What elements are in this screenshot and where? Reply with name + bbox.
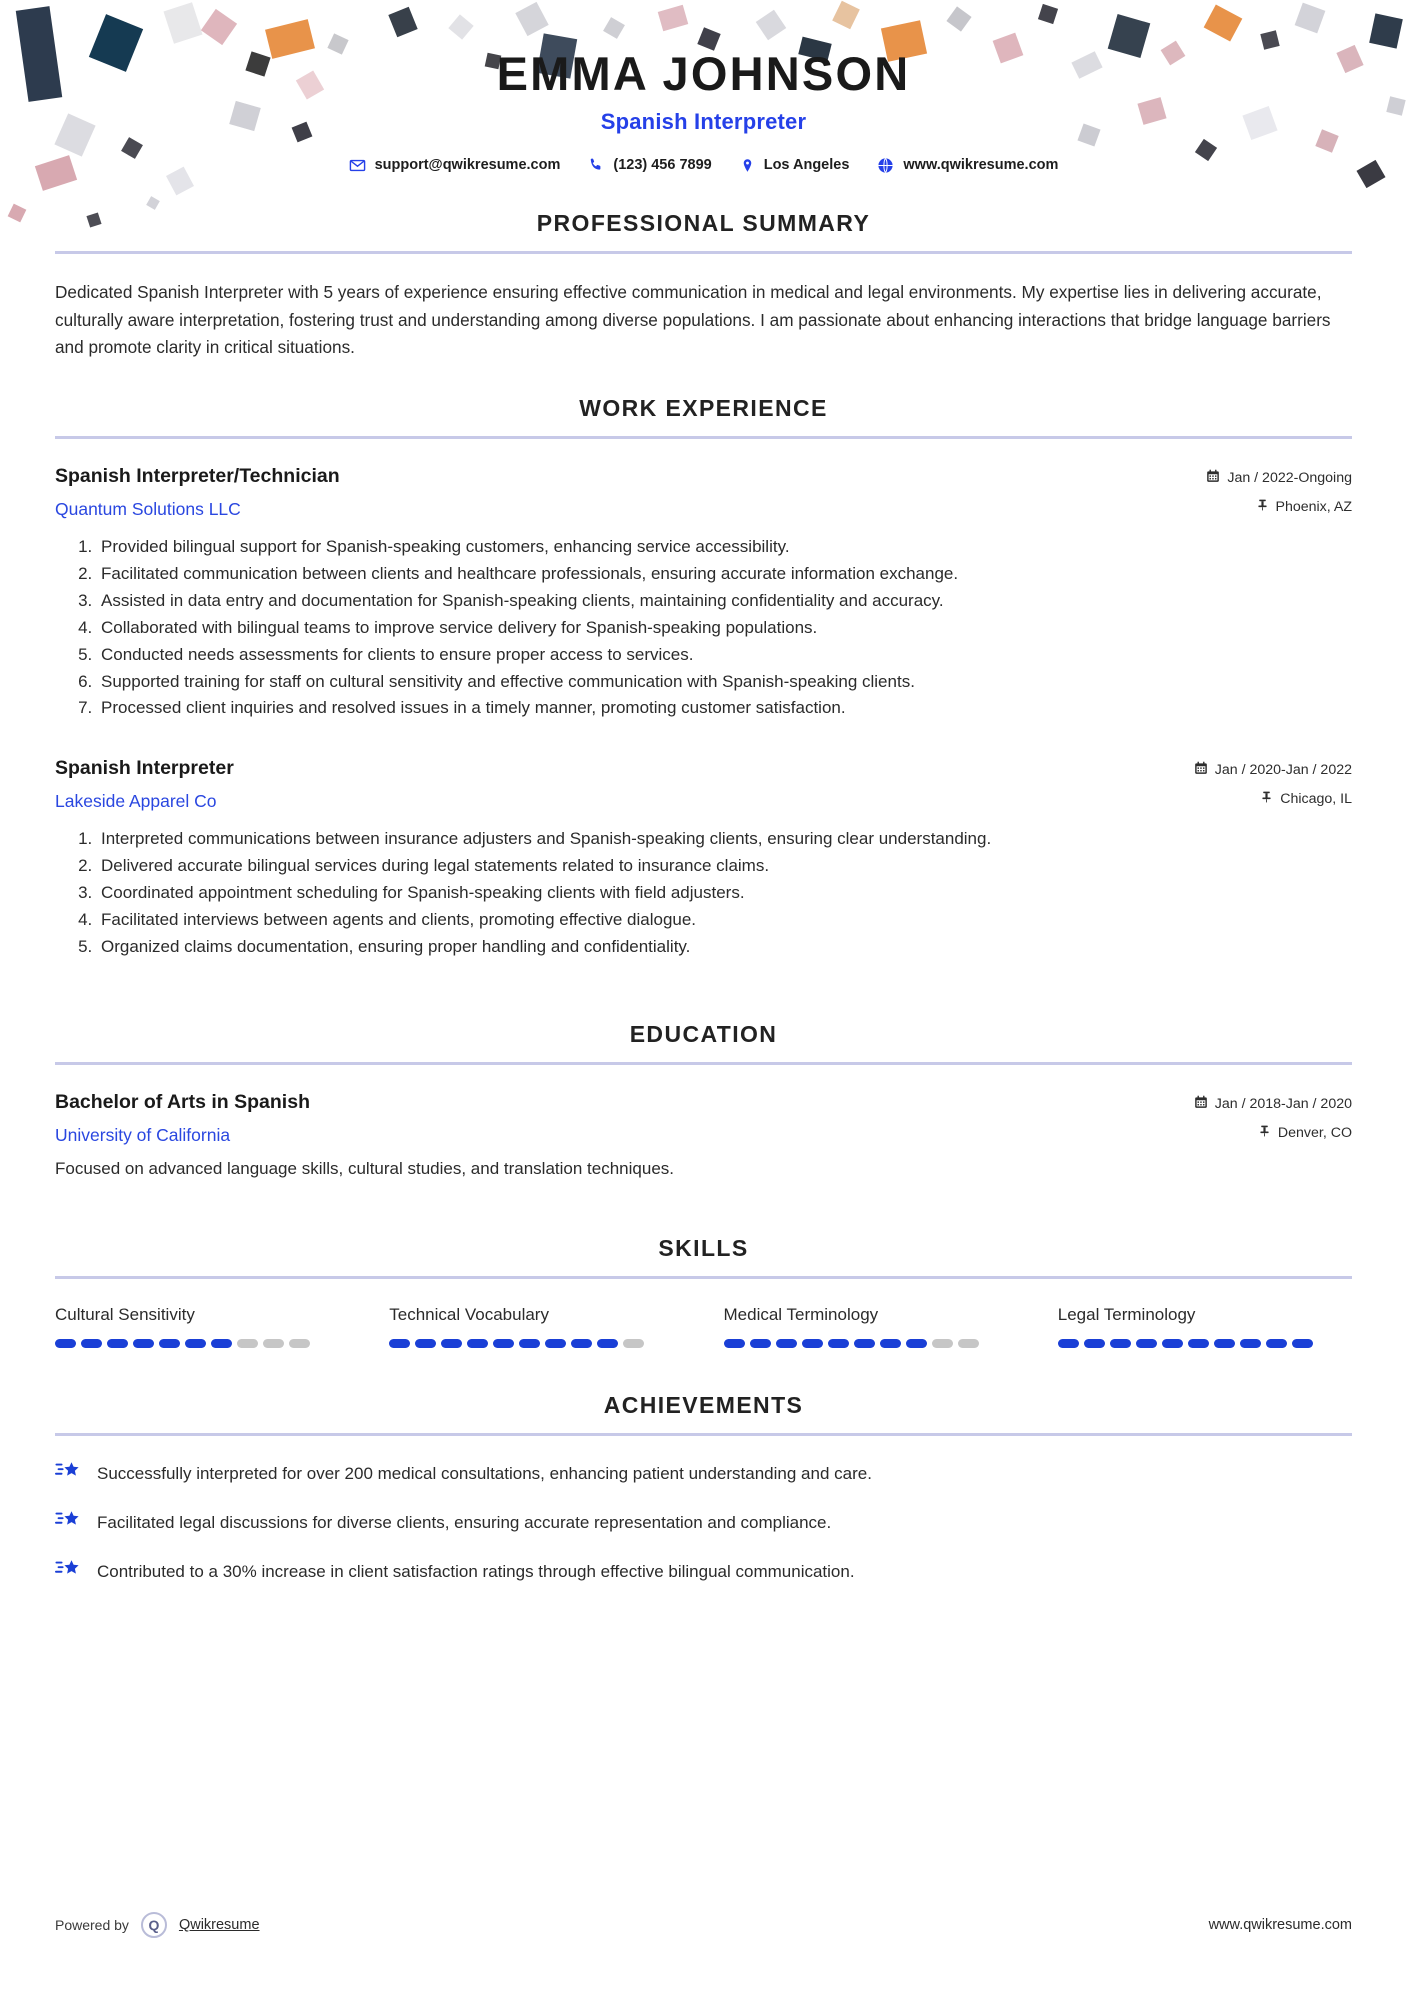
map-pin-icon [740, 157, 755, 174]
skill-pip [1162, 1339, 1183, 1348]
resume-footer [55, 1912, 1352, 1938]
education-note: Focused on advanced language skills, cultural studies, and translation techniques. [55, 1158, 674, 1178]
skills-grid [55, 1305, 1352, 1348]
skill-pip [932, 1339, 953, 1348]
shooting-star-icon [55, 1509, 81, 1538]
skill-rating-cultural-sensitivity [55, 1339, 349, 1348]
envelope-icon [349, 157, 366, 174]
skill-pip [724, 1339, 745, 1348]
skill-pip [441, 1339, 462, 1348]
contact-website[interactable] [863, 157, 1072, 174]
qwikresume-brand-link[interactable]: Qwikresume [178, 1917, 260, 1933]
powered-by-label: Powered by [55, 1917, 129, 1933]
skill-pip [854, 1339, 875, 1348]
achievement-text: Facilitated legal discussions for diverse clients, ensuring accurate representation and compliance. [97, 1512, 832, 1532]
shooting-star-icon [55, 1460, 81, 1489]
contact-website-value: www.qwikresume.com [903, 157, 1059, 174]
section-professional-summary [55, 210, 1352, 363]
skill-pip [519, 1339, 540, 1348]
calendar-icon [1194, 1095, 1208, 1113]
work-bullet: 5. Organized claims documentation, ensuring proper handling and confidentiality. [97, 934, 1352, 961]
skill-label: Legal Terminology [1057, 1304, 1196, 1324]
work-location-value: Chicago, IL [1280, 791, 1352, 808]
skill-pip [467, 1339, 488, 1348]
logo-letter: Q [148, 1917, 160, 1933]
work-location [1206, 498, 1352, 516]
skill-pip [211, 1339, 232, 1348]
section-work-experience [55, 395, 1352, 960]
skill-pip [1266, 1339, 1287, 1348]
powered-by-block [55, 1912, 260, 1938]
section-education [55, 1021, 1352, 1179]
skill-pip [880, 1339, 901, 1348]
skill-pip [828, 1339, 849, 1348]
skill-label: Technical Vocabulary [389, 1304, 549, 1324]
skill-pip [1292, 1339, 1313, 1348]
work-bullets [55, 826, 1352, 960]
achievement-text: Successfully interpreted for over 200 medical consultations, enhancing patient understanding and care. [97, 1463, 872, 1483]
skill-pip [1188, 1339, 1209, 1348]
work-entry [55, 757, 1352, 960]
skill-pip [571, 1339, 592, 1348]
work-bullet: 7. Processed client inquiries and resolved issues in a timely manner, promoting customer satisfaction. [97, 695, 1352, 722]
section-title-work: WORK EXPERIENCE [579, 395, 828, 422]
achievement-text: Contributed to a 30% increase in client satisfaction ratings through effective bilingual communication. [97, 1561, 855, 1581]
skill-pip [55, 1339, 76, 1348]
skill-pip [1110, 1339, 1131, 1348]
achievement-item [55, 1509, 1352, 1538]
work-date [1206, 469, 1352, 487]
work-date [1194, 761, 1352, 779]
contact-location [726, 157, 864, 174]
skill-item [724, 1305, 1018, 1348]
skill-pip [597, 1339, 618, 1348]
education-date-value: Jan / 2018-Jan / 2020 [1214, 1095, 1352, 1112]
contact-row [0, 157, 1407, 174]
summary-text: Dedicated Spanish Interpreter with 5 years of experience ensuring effective communication in medical and legal environments. My expertise lies in delivering accurate, culturally aware interpretation, fostering trust and understanding among diverse populations. I am passionate about enhancing interactions that bridge language barriers and promote clarity in critical situations. [55, 281, 1331, 358]
work-bullet: 1. Interpreted communications between insurance adjusters and Spanish-speaking clients, ensuring clear understanding. [97, 826, 1352, 853]
work-bullet: 3. Assisted in data entry and documentation for Spanish-speaking clients, maintaining confidentiality and accuracy. [97, 588, 1352, 615]
candidate-job-title: Spanish Interpreter [600, 108, 807, 134]
skill-pip [623, 1339, 644, 1348]
resume-body [0, 210, 1407, 1587]
work-bullets [55, 534, 1352, 722]
skill-pip [415, 1339, 436, 1348]
achievements-list [55, 1460, 1352, 1587]
skill-pip [776, 1339, 797, 1348]
work-date-value: Jan / 2020-Jan / 2022 [1214, 762, 1352, 779]
calendar-icon [1194, 761, 1208, 779]
contact-email-value: support@qwikresume.com [374, 157, 561, 174]
section-skills [55, 1235, 1352, 1348]
education-degree: Bachelor of Arts in Spanish [55, 1090, 310, 1113]
contact-phone-value: (123) 456 7899 [613, 157, 712, 174]
section-divider [55, 1433, 1352, 1436]
shooting-star-icon [55, 1558, 81, 1587]
work-role: Spanish Interpreter/Technician [55, 465, 340, 488]
education-location [1194, 1124, 1352, 1142]
work-bullet: 4. Facilitated interviews between agents and clients, promoting effective dialogue. [97, 907, 1352, 934]
skill-pip [133, 1339, 154, 1348]
section-achievements [55, 1392, 1352, 1587]
globe-icon [877, 157, 894, 174]
work-bullet: 3. Coordinated appointment scheduling for Spanish-speaking clients with field adjusters. [97, 880, 1352, 907]
skill-pip [1084, 1339, 1105, 1348]
work-bullet: 2. Facilitated communication between clients and healthcare professionals, ensuring accurate information exchange. [97, 561, 1352, 588]
skill-pip [493, 1339, 514, 1348]
section-title-skills: SKILLS [658, 1234, 749, 1261]
section-divider [55, 251, 1352, 254]
work-location [1194, 790, 1352, 808]
skill-pip [107, 1339, 128, 1348]
work-organization[interactable]: Lakeside Apparel Co [55, 791, 217, 812]
education-institution[interactable]: University of California [55, 1124, 231, 1145]
education-entry [55, 1091, 1352, 1179]
skill-pip [802, 1339, 823, 1348]
work-role: Spanish Interpreter [55, 757, 234, 780]
push-pin-icon [1260, 790, 1273, 808]
achievement-item [55, 1460, 1352, 1489]
skill-pip [1240, 1339, 1261, 1348]
skill-pip [545, 1339, 566, 1348]
skill-pip [1136, 1339, 1157, 1348]
skill-item [389, 1305, 683, 1348]
section-divider [55, 1062, 1352, 1065]
resume-header [0, 0, 1407, 174]
contact-email[interactable] [335, 157, 575, 174]
skill-label: Medical Terminology [723, 1304, 879, 1324]
qwikresume-logo-icon [141, 1912, 167, 1938]
section-title-achievements: ACHIEVEMENTS [603, 1391, 804, 1418]
skill-pip [750, 1339, 771, 1348]
skill-pip [289, 1339, 310, 1348]
skill-pip [906, 1339, 927, 1348]
footer-website: www.qwikresume.com [1208, 1917, 1352, 1933]
work-bullet: 1. Provided bilingual support for Spanish-speaking customers, enhancing service accessibility. [97, 534, 1352, 561]
skill-rating-legal-terminology [1058, 1339, 1352, 1348]
work-bullet: 6. Supported training for staff on cultural sensitivity and effective communication with Spanish-speaking clients. [97, 669, 1352, 696]
push-pin-icon [1256, 498, 1269, 516]
contact-location-value: Los Angeles [763, 157, 850, 174]
section-divider [55, 436, 1352, 439]
work-bullet: 4. Collaborated with bilingual teams to improve service delivery for Spanish-speaking populations. [97, 615, 1352, 642]
work-location-value: Phoenix, AZ [1275, 499, 1352, 516]
skill-rating-technical-vocabulary [389, 1339, 683, 1348]
skill-pip [237, 1339, 258, 1348]
contact-phone[interactable] [574, 157, 725, 173]
calendar-icon [1206, 469, 1220, 487]
skill-pip [263, 1339, 284, 1348]
skill-pip [389, 1339, 410, 1348]
skill-pip [159, 1339, 180, 1348]
work-date-value: Jan / 2022-Ongoing [1227, 470, 1352, 487]
skill-pip [81, 1339, 102, 1348]
work-bullet: 2. Delivered accurate bilingual services during legal statements related to insurance claims. [97, 853, 1352, 880]
section-divider [55, 1276, 1352, 1279]
education-location-value: Denver, CO [1277, 1124, 1352, 1141]
work-organization[interactable]: Quantum Solutions LLC [55, 499, 241, 520]
education-date [1194, 1095, 1352, 1113]
skill-pip [958, 1339, 979, 1348]
section-title-summary: PROFESSIONAL SUMMARY [536, 209, 871, 236]
skill-label: Cultural Sensitivity [55, 1304, 195, 1324]
work-entry [55, 465, 1352, 722]
skill-pip [1058, 1339, 1079, 1348]
skill-rating-medical-terminology [724, 1339, 1018, 1348]
candidate-name: EMMA JOHNSON [496, 47, 911, 100]
phone-icon [588, 157, 604, 173]
achievement-item [55, 1558, 1352, 1587]
skill-pip [1214, 1339, 1235, 1348]
skill-item [1058, 1305, 1352, 1348]
work-bullet: 5. Conducted needs assessments for clients to ensure proper access to services. [97, 642, 1352, 669]
skill-pip [185, 1339, 206, 1348]
push-pin-icon [1258, 1124, 1271, 1142]
section-title-education: EDUCATION [629, 1020, 778, 1047]
skill-item [55, 1305, 349, 1348]
